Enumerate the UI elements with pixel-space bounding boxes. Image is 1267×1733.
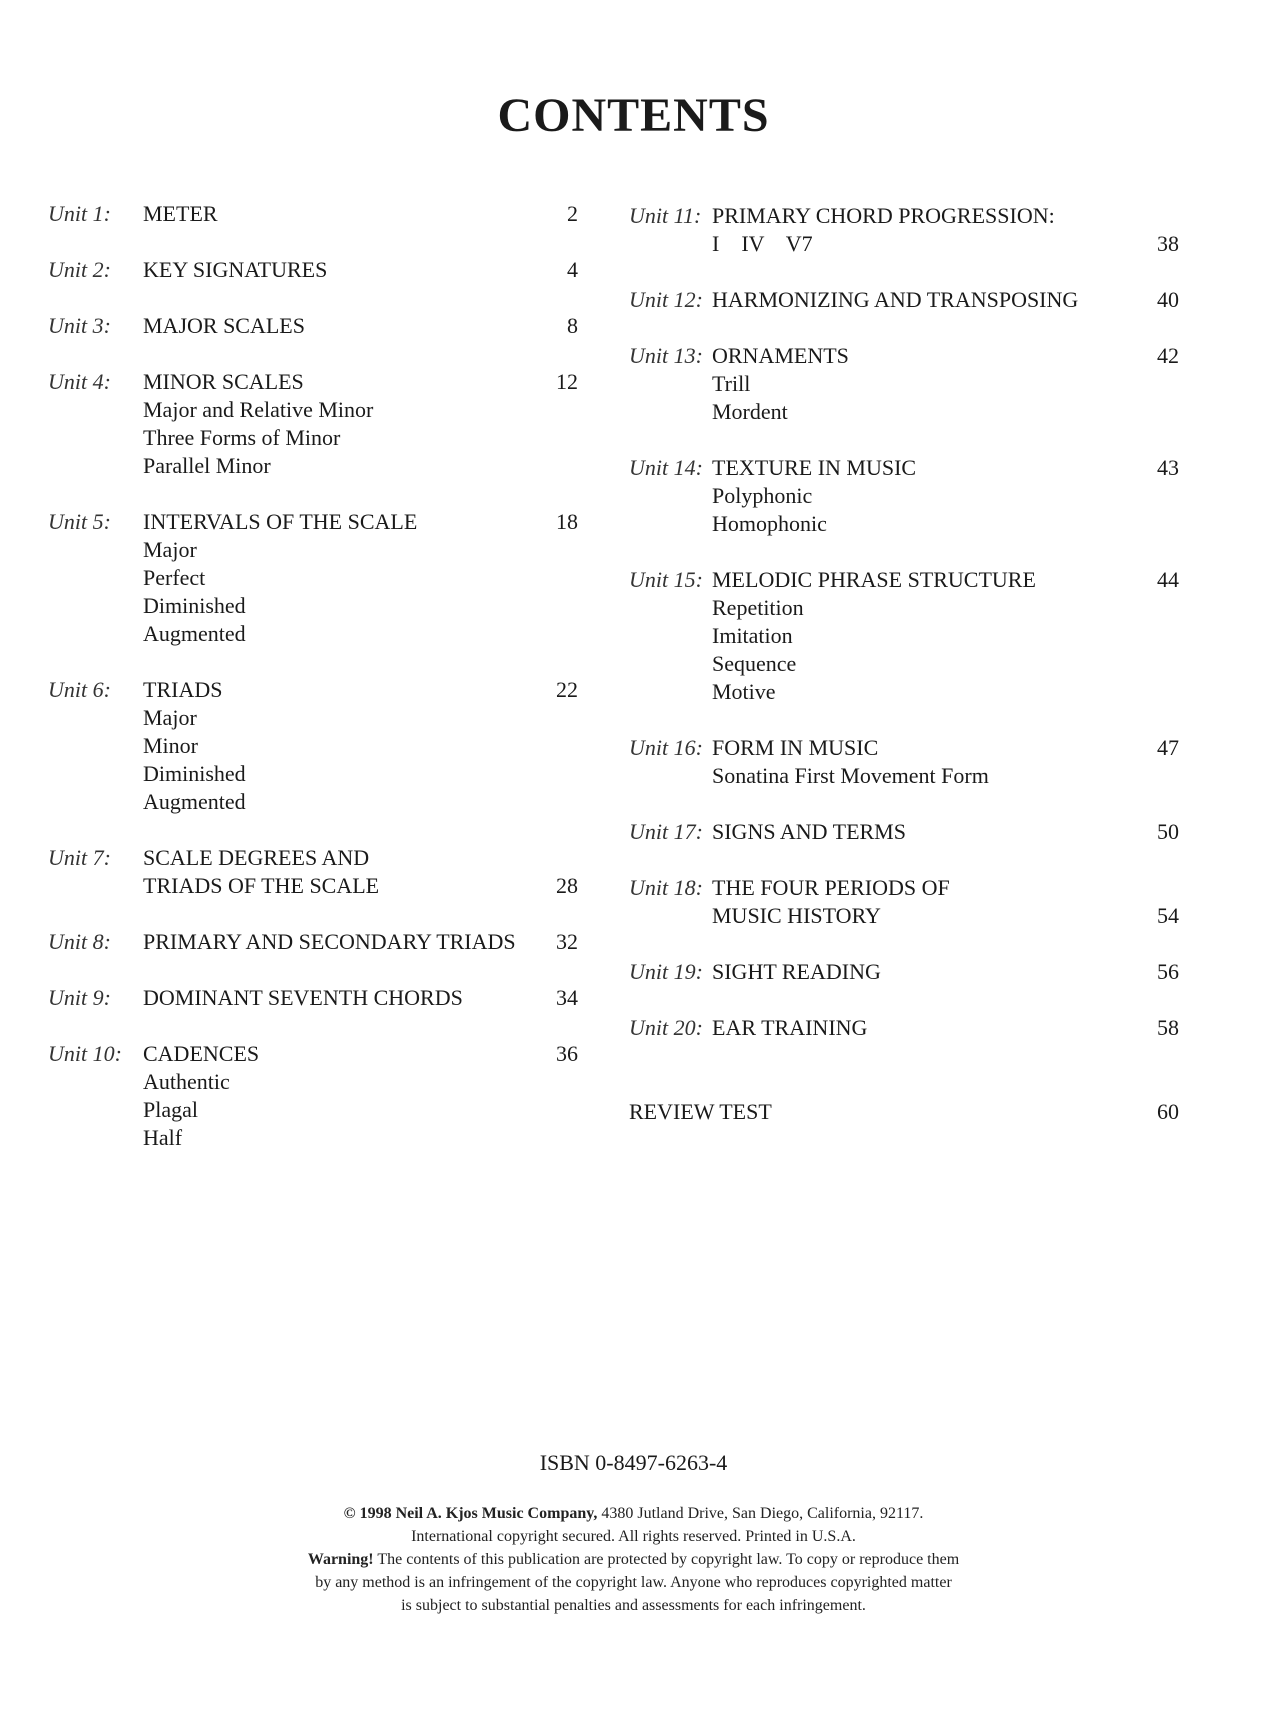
page-number: 4 <box>567 257 578 282</box>
toc-unit-17[interactable] <box>629 818 1189 846</box>
toc-unit-6[interactable] <box>48 676 588 816</box>
unit-label: Unit 1: <box>48 201 111 226</box>
page-number: 18 <box>556 509 578 534</box>
unit-title-continued: TRIADS OF THE SCALE <box>143 873 380 898</box>
subtopic: Three Forms of Minor <box>143 425 341 450</box>
page-number: 2 <box>567 201 578 226</box>
page-number: 60 <box>1157 1099 1179 1124</box>
subtopic: Trill <box>712 371 751 396</box>
unit-label: Unit 4: <box>48 369 111 394</box>
subtopic: Half <box>143 1125 183 1150</box>
page-number: 54 <box>1157 903 1179 928</box>
unit-title: EAR TRAINING <box>712 1015 868 1040</box>
subtopic: Polyphonic <box>712 483 813 508</box>
unit-label: Unit 10: <box>48 1041 122 1066</box>
subtopic: Major and Relative Minor <box>143 397 374 422</box>
copyright-notice <box>0 1502 1267 1617</box>
toc-unit-7[interactable] <box>48 844 588 900</box>
toc-unit-10[interactable] <box>48 1040 588 1152</box>
copyright-address: 4380 Jutland Drive, San Diego, California, 92117. <box>601 1505 924 1522</box>
unit-label: Unit 8: <box>48 929 111 954</box>
toc-unit-18[interactable] <box>629 874 1189 930</box>
page-number: 47 <box>1157 735 1179 760</box>
unit-title: FORM IN MUSIC <box>712 735 879 760</box>
toc-unit-16[interactable] <box>629 734 1189 790</box>
subtopic: Motive <box>712 679 776 704</box>
subtopic: Authentic <box>143 1069 230 1094</box>
toc-unit-4[interactable] <box>48 368 588 480</box>
subtopic: Minor <box>143 733 198 758</box>
unit-title: ORNAMENTS <box>712 343 849 368</box>
subtopic: Parallel Minor <box>143 453 271 478</box>
isbn: ISBN 0-8497-6263-4 <box>539 1450 728 1475</box>
page-number: 28 <box>556 873 578 898</box>
page-number: 34 <box>556 985 578 1010</box>
unit-label: Unit 5: <box>48 509 111 534</box>
page-number: 36 <box>556 1041 578 1066</box>
unit-title: MINOR SCALES <box>143 369 304 394</box>
warning-label: Warning! <box>307 1551 374 1568</box>
toc-review-test[interactable] <box>629 1098 1189 1126</box>
unit-title: INTERVALS OF THE SCALE <box>143 509 418 534</box>
copyright-rights: International copyright secured. All rights reserved. Printed in U.S.A. <box>411 1528 856 1545</box>
unit-label: Unit 17: <box>629 819 703 844</box>
subtopic: Perfect <box>143 565 206 590</box>
unit-label: Unit 3: <box>48 313 111 338</box>
unit-label: Unit 14: <box>629 455 703 480</box>
toc-unit-2[interactable] <box>48 256 588 284</box>
unit-title: TRIADS <box>143 677 223 702</box>
page-number: 12 <box>556 369 578 394</box>
subtopic: Repetition <box>712 595 804 620</box>
toc-unit-1[interactable] <box>48 200 588 228</box>
toc-unit-15[interactable] <box>629 566 1189 706</box>
unit-title: CADENCES <box>143 1041 260 1066</box>
page-number: 58 <box>1157 1015 1179 1040</box>
subtopic: Major <box>143 705 197 730</box>
unit-title: KEY SIGNATURES <box>143 257 328 282</box>
page-number: 56 <box>1157 959 1179 984</box>
page-number: 8 <box>567 313 578 338</box>
page-number: 42 <box>1157 343 1179 368</box>
page-number: 50 <box>1157 819 1179 844</box>
warning-text: is subject to substantial penalties and assessments for each infringement. <box>401 1597 866 1614</box>
toc-unit-9[interactable] <box>48 984 588 1012</box>
unit-title: THE FOUR PERIODS OF <box>712 875 950 900</box>
page-number: 22 <box>556 677 578 702</box>
page-number: 38 <box>1157 231 1179 256</box>
unit-label: Unit 18: <box>629 875 703 900</box>
subtopic: Homophonic <box>712 511 827 536</box>
unit-label: Unit 16: <box>629 735 703 760</box>
unit-label: Unit 15: <box>629 567 703 592</box>
page-number: 44 <box>1157 567 1179 592</box>
unit-title: SIGHT READING <box>712 959 881 984</box>
unit-title: PRIMARY AND SECONDARY TRIADS <box>143 929 516 954</box>
subtopic: Sonatina First Movement Form <box>712 763 989 788</box>
unit-title: SCALE DEGREES AND <box>143 845 370 870</box>
unit-title: MAJOR SCALES <box>143 313 305 338</box>
unit-label: Unit 20: <box>629 1015 703 1040</box>
toc-unit-11[interactable] <box>629 202 1189 258</box>
subtopic: Major <box>143 537 197 562</box>
page-title: CONTENTS <box>497 89 770 142</box>
subtopic: Augmented <box>143 789 246 814</box>
review-title: REVIEW TEST <box>629 1099 772 1124</box>
unit-title: SIGNS AND TERMS <box>712 819 906 844</box>
subtopic: Sequence <box>712 651 797 676</box>
subtopic: Augmented <box>143 621 246 646</box>
page-number: 40 <box>1157 287 1179 312</box>
subtopic: Diminished <box>143 593 246 618</box>
unit-label: Unit 19: <box>629 959 703 984</box>
unit-title-continued: I IV V7 <box>712 231 813 256</box>
unit-label: Unit 2: <box>48 257 111 282</box>
subtopic: Mordent <box>712 399 788 424</box>
unit-title-continued: MUSIC HISTORY <box>712 903 881 928</box>
toc-unit-20[interactable] <box>629 1014 1189 1042</box>
unit-label: Unit 6: <box>48 677 111 702</box>
unit-title: MELODIC PHRASE STRUCTURE <box>712 567 1036 592</box>
unit-title: HARMONIZING AND TRANSPOSING <box>712 287 1079 312</box>
subtopic: Imitation <box>712 623 793 648</box>
unit-title: DOMINANT SEVENTH CHORDS <box>143 985 463 1010</box>
toc-unit-3[interactable] <box>48 312 588 340</box>
unit-label: Unit 12: <box>629 287 703 312</box>
toc-unit-12[interactable] <box>629 286 1189 314</box>
warning-text: The contents of this publication are protected by copyright law. To copy or reproduce them <box>377 1551 960 1568</box>
page-number: 32 <box>556 929 578 954</box>
copyright-owner: © 1998 Neil A. Kjos Music Company, <box>343 1505 598 1522</box>
unit-title: PRIMARY CHORD PROGRESSION: <box>712 203 1055 228</box>
toc-unit-19[interactable] <box>629 958 1189 986</box>
warning-text: by any method is an infringement of the copyright law. Anyone who reproduces copyrighted matter <box>315 1574 952 1591</box>
unit-label: Unit 7: <box>48 845 111 870</box>
toc-unit-5[interactable] <box>48 508 588 648</box>
unit-title: METER <box>143 201 218 226</box>
unit-label: Unit 13: <box>629 343 703 368</box>
page-number: 43 <box>1157 455 1179 480</box>
toc-unit-8[interactable] <box>48 928 588 956</box>
subtopic: Plagal <box>143 1097 198 1122</box>
unit-label: Unit 9: <box>48 985 111 1010</box>
unit-title: TEXTURE IN MUSIC <box>712 455 917 480</box>
toc-unit-13[interactable] <box>629 342 1189 426</box>
toc-unit-14[interactable] <box>629 454 1189 538</box>
subtopic: Diminished <box>143 761 246 786</box>
unit-label: Unit 11: <box>629 203 702 228</box>
